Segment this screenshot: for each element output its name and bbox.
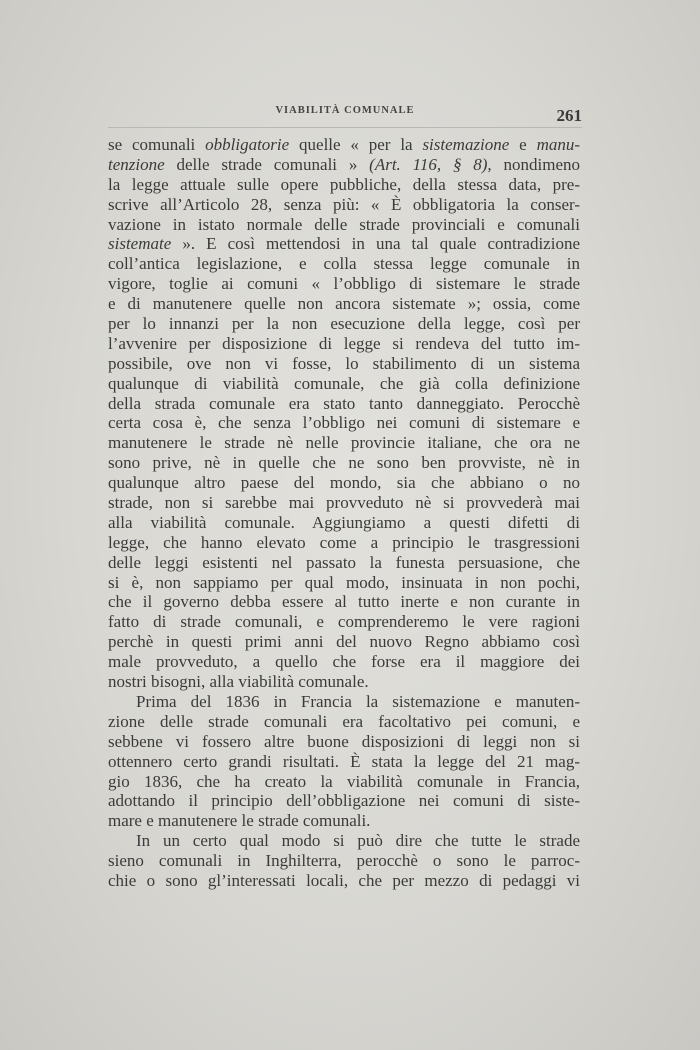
text-segment: qualunque altro paese del mondo, sia che abbiano o no: [108, 473, 580, 493]
text-segment: chie o sono gl’interessati locali, che per mezzo di pedaggi vi: [108, 870, 580, 890]
text-segment: sieno comunali in Inghilterra, perocchè o sono le parroc-: [108, 851, 580, 871]
text-line: [108, 533, 580, 553]
text-segment: sebbene vi fossero altre buone disposizioni di leggi non si: [108, 731, 580, 751]
text-segment: se comunali: [108, 135, 206, 154]
italic-text: sistemate: [108, 234, 172, 254]
running-title: VIABILITÀ COMUNALE: [275, 105, 415, 116]
text-segment: legge, che hanno elevato come a principio le trasgressioni: [108, 532, 580, 552]
text-segment: male provveduto, a quello che forse era il maggiore dei: [108, 652, 580, 672]
text-segment: e: [509, 135, 537, 154]
text-line: [108, 772, 580, 792]
text-segment: Prima del 1836 in Francia la sistemazione e manuten-: [136, 691, 580, 711]
text-segment: alla viabilità comunale. Aggiungiamo a questi difetti di: [108, 512, 580, 532]
text-line: [108, 254, 580, 274]
page-number: 261: [556, 106, 582, 125]
text-segment: che il governo debba essere al tutto inerte e non curante in: [108, 592, 580, 612]
text-segment: quelle « per la: [289, 135, 423, 154]
text-line: [108, 175, 580, 195]
text-segment: nondimeno: [491, 154, 581, 174]
text-line: [108, 433, 580, 453]
text-segment: perchè in questi primi anni del nuovo Regno abbiamo così: [108, 632, 580, 652]
text-segment: coll’antica legislazione, e colla stessa legge comunale in: [108, 254, 580, 274]
text-segment: ottennero certo grandi risultati. È stata la legge del 21 mag-: [108, 751, 580, 771]
text-line: [108, 513, 580, 533]
text-segment: si è, non sappiamo per qual modo, insinuata in non pochi,: [108, 572, 580, 592]
text-line: [108, 234, 580, 254]
text-line: [108, 553, 580, 573]
text-line: [108, 612, 580, 632]
body-text: [108, 135, 580, 891]
text-line: [108, 592, 580, 612]
text-segment: vazione in istato normale delle strade provinciali e comunali: [108, 214, 580, 234]
text-segment: qualunque di viabilità comunale, che già colla definizione: [108, 373, 580, 393]
text-line: [108, 195, 580, 215]
italic-text: obbligatorie: [205, 135, 290, 154]
text-line: [108, 354, 580, 374]
text-segment: zione delle strade comunali era facoltativo pei comuni, e: [108, 711, 580, 731]
text-line: [108, 871, 580, 891]
text-line: [108, 652, 580, 672]
text-line: [108, 215, 580, 235]
text-line: [108, 712, 580, 732]
text-line: [108, 394, 580, 414]
text-segment: mare e manutenere le strade comunali.: [108, 811, 371, 831]
text-line: [108, 334, 580, 354]
text-segment: e di manutenere quelle non ancora sistemate »; ossia, come: [108, 294, 580, 314]
text-line: [108, 473, 580, 493]
text-segment: possibile, ove non vi fosse, lo stabilimento di un sistema: [108, 353, 580, 373]
text-line: [108, 453, 580, 473]
text-line: [108, 831, 580, 851]
text-segment: per lo innanzi per la non esecuzione della legge, così per: [108, 314, 580, 334]
text-line: [108, 632, 580, 652]
text-line: [108, 493, 580, 513]
text-segment: manutenere le strade nè nelle provincie italiane, che ora ne: [108, 433, 580, 453]
text-segment: nostri bisogni, alla viabilità comunale.: [108, 672, 369, 692]
text-line: [108, 811, 580, 831]
text-segment: strade, non si sarebbe mai provveduto nè si provvederà mai: [108, 493, 580, 513]
text-line: [108, 732, 580, 752]
text-segment: l’avvenire per disposizione di legge si rendeva del tutto im-: [108, 333, 580, 353]
page-header: [108, 100, 582, 126]
text-segment: delle leggi esistenti nel passato la funesta persuasione, che: [108, 552, 580, 572]
italic-text: manu-: [536, 135, 581, 154]
text-segment: In un certo qual modo si può dire che tutte le strade: [136, 831, 580, 851]
text-line: [108, 135, 580, 155]
text-segment: della strada comunale era stato tanto danneggiato. Perocchè: [108, 393, 580, 413]
text-segment: gio 1836, che ha creato la viabilità comunale in Francia,: [108, 771, 580, 791]
text-segment: adottando il principio dell’obbligazione nei comuni di siste-: [108, 791, 580, 811]
text-line: [108, 851, 580, 871]
text-line: [108, 672, 580, 692]
text-segment: vigore, toglie ai comuni « l’obbligo di sistemare le strade: [108, 274, 580, 294]
italic-text: sistemazione: [422, 135, 510, 154]
text-line: [108, 274, 580, 294]
text-segment: delle strade comunali »: [164, 154, 370, 174]
text-segment: sono prive, nè in quelle che ne sono ben provviste, nè in: [108, 453, 580, 473]
text-line: [108, 573, 580, 593]
text-line: [108, 314, 580, 334]
text-segment: ». E così mettendosi in una tal quale contradizione: [171, 234, 580, 254]
text-line: [108, 155, 580, 175]
text-line: [108, 413, 580, 433]
text-segment: fatto di strade comunali, e comprenderemo le vere ragioni: [108, 612, 580, 632]
text-line: [108, 294, 580, 314]
header-rule: [108, 127, 582, 128]
text-line: [108, 692, 580, 712]
text-segment: certa cosa è, che senza l’obbligo nei comuni di sistemare e: [108, 413, 580, 433]
italic-text: (Art. 116, § 8),: [369, 154, 492, 174]
text-line: [108, 791, 580, 811]
text-segment: scrive all’Articolo 28, senza più: « È obbligatoria la conser-: [108, 194, 580, 214]
text-segment: la legge attuale sulle opere pubbliche, della stessa data, pre-: [108, 174, 580, 194]
text-line: [108, 752, 580, 772]
italic-text: tenzione: [108, 154, 165, 174]
text-line: [108, 374, 580, 394]
